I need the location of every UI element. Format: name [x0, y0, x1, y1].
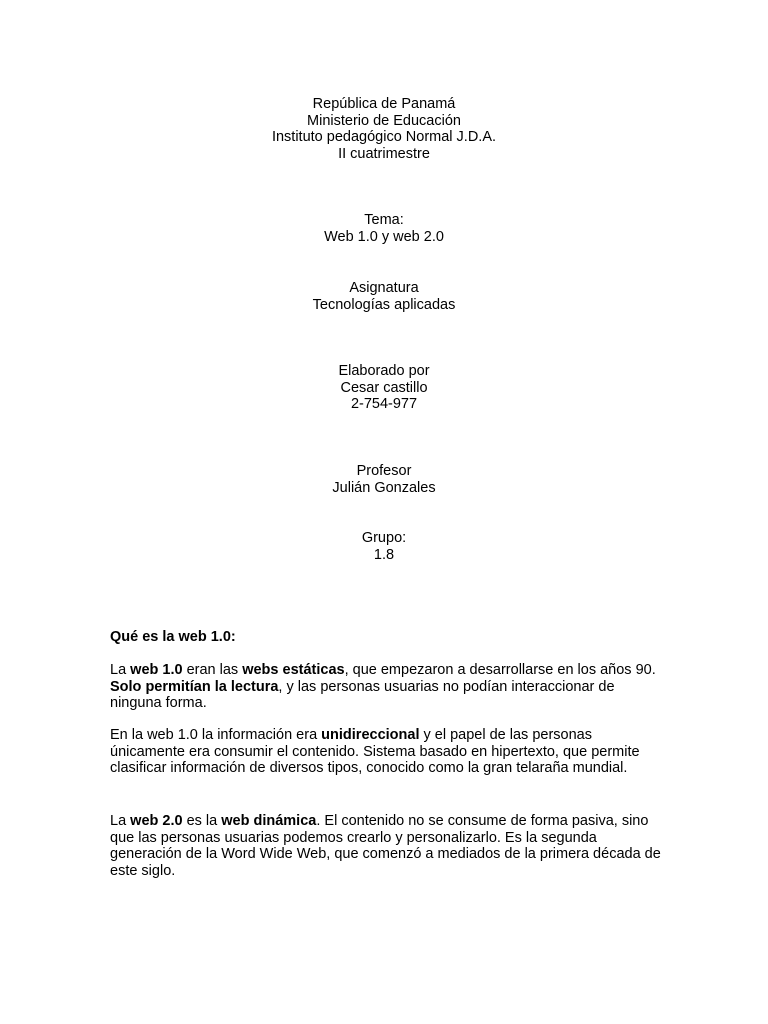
p3-text-2: es la: [182, 813, 222, 829]
p2-text-2: y el papel de las personas únicamente era consumir el contenido. Sistema basado en hipertexto, que permite clasificar información de diversos tipos, conocido como la gran telaraña mundial.: [110, 727, 640, 776]
p1-text-3: , que empezaron a desarrollarse en los años 90.: [344, 662, 656, 678]
ministry-line: Ministerio de Educación: [307, 112, 461, 129]
paragraph-web1: [110, 662, 670, 712]
p1-bold-2: webs estáticas: [242, 662, 345, 678]
section-heading: [110, 629, 670, 646]
professor-name: Julián Gonzales: [332, 479, 436, 496]
author-block: [0, 363, 768, 413]
p3-bold-2: web dinámica: [221, 813, 317, 829]
p2-text-1: En la web 1.0 la información era: [110, 727, 322, 743]
p3-text-3: . El contenido no se consume de forma pasiva, sino que las personas usuarias podemos crearlo y personalizarlo. Es la segunda generación de la Word Wide Web, que comenzó a mediados de la primera década de este siglo.: [110, 813, 661, 879]
term-line: II cuatrimestre: [338, 145, 430, 162]
author-label: Elaborado por: [338, 363, 430, 379]
group-value: 1.8: [373, 546, 395, 563]
paragraph-unidirectional: [110, 727, 670, 777]
p1-bold-3: Solo permitían la lectura: [110, 678, 279, 695]
p2-bold-1: unidireccional: [321, 727, 420, 743]
professor-label: Profesor: [356, 463, 412, 479]
country-line: República de Panamá: [312, 96, 456, 112]
section-heading-text: Qué es la web 1.0:: [110, 629, 236, 645]
title-header: [0, 96, 768, 162]
tema-value: Web 1.0 y web 2.0: [324, 228, 444, 245]
paragraph-web2: [110, 813, 670, 879]
tema-label: Tema:: [364, 212, 404, 228]
asignatura-block: [0, 280, 768, 313]
p1-text-2: eran las: [182, 662, 243, 678]
professor-block: [0, 463, 768, 496]
asignatura-label: Asignatura: [349, 280, 419, 296]
p3-text-1: La: [110, 813, 131, 829]
tema-block: [0, 212, 768, 245]
author-name: Cesar castillo: [340, 379, 428, 396]
group-block: [0, 530, 768, 563]
author-id: 2-754-977: [350, 396, 418, 412]
group-label: Grupo:: [361, 530, 407, 546]
p1-bold-1: web 1.0: [130, 662, 183, 678]
asignatura-value: Tecnologías aplicadas: [312, 296, 456, 313]
p1-text-4: , y las personas usuarias no podían interaccionar de ninguna forma.: [110, 678, 615, 711]
p3-bold-1: web 2.0: [130, 813, 183, 829]
p1-text-1: La: [110, 662, 131, 678]
institute-line: Instituto pedagógico Normal J.D.A.: [271, 129, 497, 145]
